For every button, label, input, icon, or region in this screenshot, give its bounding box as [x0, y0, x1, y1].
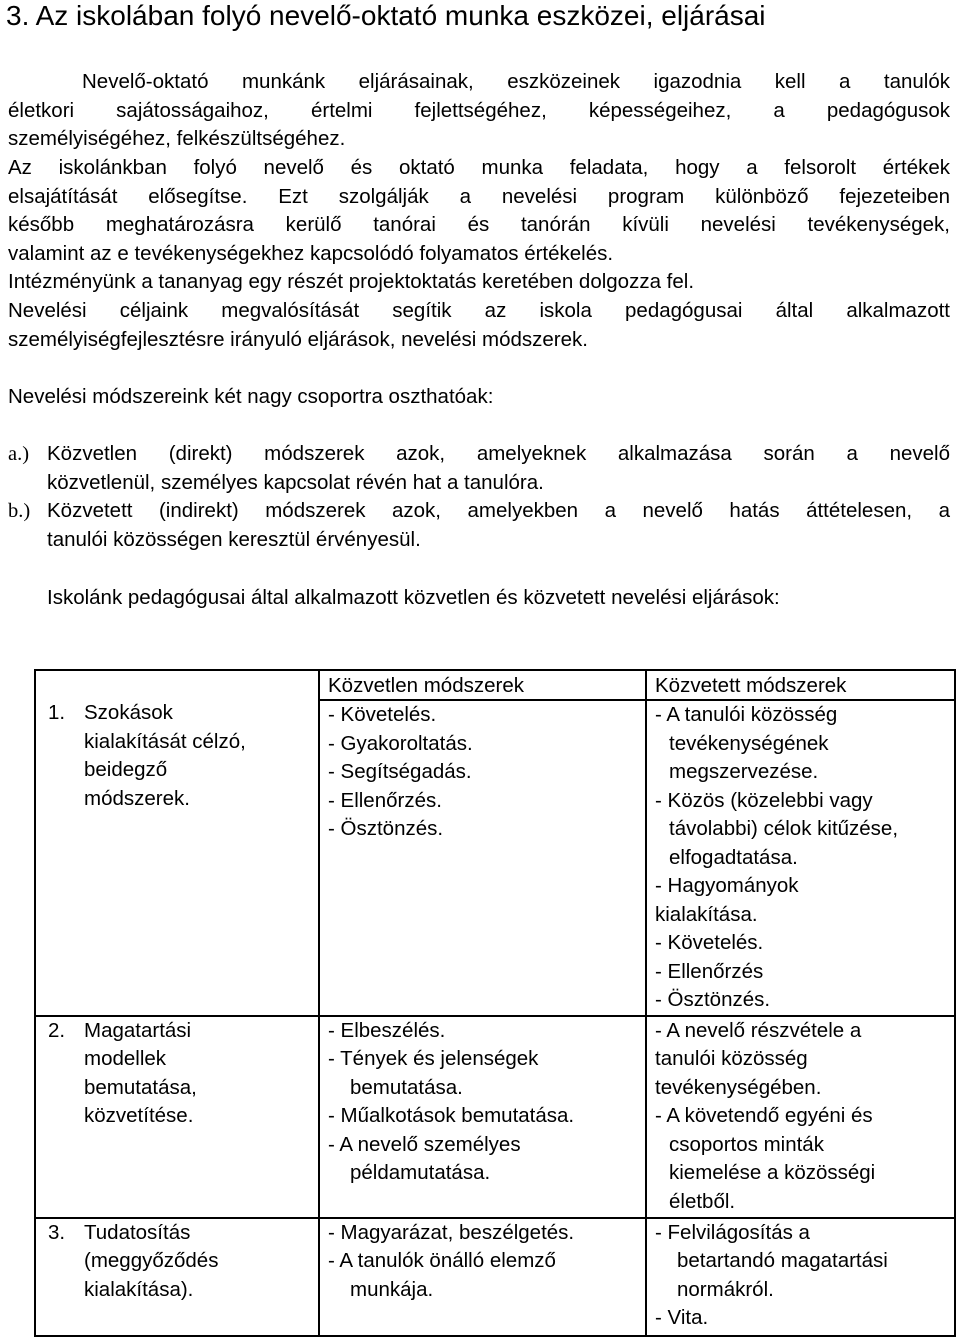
intro-paragraph: [8, 68, 950, 154]
category-line: módszerek.: [84, 786, 190, 810]
method-item: - Követelés.: [328, 703, 437, 726]
method-item: - A tanulói közösség: [655, 703, 838, 726]
method-item: - Közös (közelebbi vagy: [655, 788, 873, 812]
method-item: - Műalkotások bemutatása.: [328, 1104, 575, 1127]
category-line: (meggyőződés: [84, 1249, 219, 1272]
list-item: [8, 497, 950, 554]
method-item-continuation: kiemelése a közösségi: [669, 1161, 876, 1184]
category-line: kialakítását célzó,: [84, 729, 246, 753]
method-item-continuation: életből.: [669, 1189, 736, 1213]
indirect-header: Közvetett módszerek: [655, 674, 847, 697]
project-paragraph: Intézményünk a tananyag egy részét projektoktatás keretében dolgozza fel.: [8, 270, 695, 293]
goals-paragraph: [8, 297, 950, 354]
groups-list: [8, 440, 950, 554]
method-item: - Felvilágosítás a: [655, 1220, 810, 1244]
direct-header: Közvetlen módszerek: [328, 674, 524, 697]
intro-line: Nevelő-oktató munkánk eljárásainak, eszközeinek igazodnia kell a tanulók: [82, 70, 950, 93]
direct-methods-cell: [319, 1016, 646, 1218]
table-row: [35, 1016, 955, 1218]
intro-line: életkori sajátosságaihoz, értelmi fejlettségéhez, képességeihez, a pedagógusok: [8, 98, 950, 122]
category-line: közvetítése.: [84, 1104, 194, 1127]
page-title: 3. Az iskolában folyó nevelő-oktató munka eszközei, eljárásai: [6, 0, 766, 31]
method-item-continuation: normákról.: [677, 1277, 774, 1301]
method-item: - Ösztönzés.: [655, 988, 771, 1011]
category-cell: [35, 1218, 319, 1336]
list-marker: a.): [8, 443, 30, 465]
direct-methods-cell: [319, 700, 646, 1016]
method-item-continuation: bemutatása.: [350, 1075, 463, 1099]
row-number: 3.: [48, 1220, 66, 1244]
table-row: [35, 1218, 955, 1336]
list-line: közvetlenül, személyes kapcsolat révén hat a tanulóra.: [47, 470, 544, 494]
goals-line: személyiségfejlesztésre irányuló eljárások, nevelési módszerek.: [8, 327, 588, 351]
method-item-continuation: tevékenységében.: [655, 1075, 822, 1099]
tasks-paragraph: [8, 154, 950, 268]
list-line: Közvetlen (direkt) módszerek azok, amelyeknek alkalmazása során a nevelő: [47, 442, 950, 465]
method-item: - Magyarázat, beszélgetés.: [328, 1220, 575, 1244]
category-line: kialakítása).: [84, 1277, 194, 1301]
method-item: - A tanulók önálló elemző: [328, 1249, 556, 1272]
list-line: Közvetett (indirekt) módszerek azok, amelyekben a nevelő hatás áttételesen, a: [47, 499, 950, 522]
method-item-continuation: csoportos minták: [669, 1132, 824, 1156]
method-item-continuation: kialakítása.: [655, 902, 758, 926]
tasks-line: valamint az e tevékenységekhez kapcsolódó folyamatos értékelés.: [8, 241, 614, 265]
method-item-continuation: tevékenységének: [669, 731, 829, 755]
tasks-line: később meghatározásra kerülő tanórai és tanórán kívüli nevelési tevékenységek,: [8, 213, 950, 236]
method-item: - A nevelő részvétele a: [655, 1018, 862, 1042]
method-item: - Gyakoroltatás.: [328, 731, 473, 755]
method-item: - A követendő egyéni és: [655, 1104, 873, 1127]
method-item: - Hagyományok: [655, 874, 799, 897]
tasks-line: Az iskolánkban folyó nevelő és oktató munka feladata, hogy a felsorolt értékek: [8, 156, 950, 179]
method-item: - Segítségadás.: [328, 760, 472, 783]
table-row: [35, 670, 955, 700]
method-item: - Tények és jelenségek: [328, 1047, 539, 1070]
indirect-methods-cell: [646, 1218, 955, 1336]
row-number: 1.: [48, 701, 66, 724]
method-item: - Vita.: [655, 1306, 709, 1329]
groups-heading: Nevelési módszereink két nagy csoportra oszthatóak:: [8, 385, 494, 408]
category-line: modellek: [84, 1047, 167, 1070]
category-line: bemutatása,: [84, 1075, 197, 1099]
indirect-methods-cell: [646, 1016, 955, 1218]
method-item: - Ellenőrzés: [655, 959, 764, 983]
indirect-methods-cell: [646, 700, 955, 1016]
method-item-continuation: elfogadtatása.: [669, 845, 798, 869]
category-line: Magatartási: [84, 1018, 192, 1042]
goals-line: Nevelési céljaink megvalósítását segítik az iskola pedagógusai által alkalmazott: [8, 299, 950, 322]
category-cell: [35, 1016, 319, 1218]
category-line: Szokások: [84, 701, 173, 724]
direct-methods-cell: [319, 1218, 646, 1336]
list-marker: b.): [8, 500, 31, 522]
method-item: - Elbeszélés.: [328, 1018, 446, 1042]
method-item: - Ösztönzés.: [328, 817, 444, 840]
tasks-line: elsajátítását elősegítse. Ezt szolgálják a nevelési program különböző fejezeteiben: [8, 184, 950, 208]
row-number: 2.: [48, 1018, 66, 1042]
method-item-continuation: munkája.: [350, 1277, 434, 1301]
category-line: Tudatosítás: [84, 1220, 191, 1244]
indirect-header-cell: [646, 670, 955, 700]
method-item: - Követelés.: [655, 931, 764, 954]
direct-header-cell: [319, 670, 646, 700]
category-cell: [35, 670, 319, 1016]
methods-table: [34, 669, 956, 1337]
intro-line: személyiségéhez, felkészültségéhez.: [8, 127, 346, 150]
method-item-continuation: példamutatása.: [350, 1161, 491, 1184]
method-item-continuation: távolabbi) célok kitűzése,: [669, 817, 899, 840]
category-line: beidegző: [84, 758, 168, 781]
list-line: tanulói közösségen keresztül érvényesül.: [47, 527, 421, 551]
method-item: - A nevelő személyes: [328, 1132, 521, 1156]
method-item-continuation: tanulói közösség: [655, 1047, 808, 1070]
method-item-continuation: betartandó magatartási: [677, 1249, 888, 1272]
method-item: - Ellenőrzés.: [328, 788, 442, 812]
table-intro: Iskolánk pedagógusai által alkalmazott közvetlen és közvetett nevelési eljárások:: [47, 586, 780, 609]
method-item-continuation: megszervezése.: [669, 760, 819, 783]
list-item: [8, 440, 950, 497]
